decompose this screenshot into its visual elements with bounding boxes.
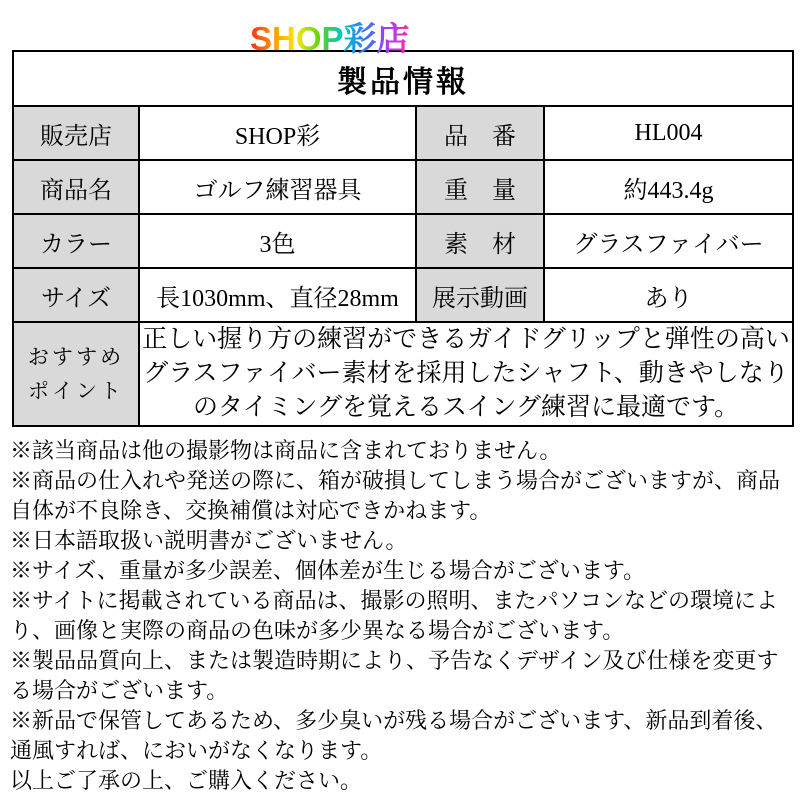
spec-label-material: 素 材 <box>416 214 544 268</box>
spec-value-size: 長1030mm、直径28mm <box>139 268 416 322</box>
shop-logo: SHOP彩店 <box>250 20 410 57</box>
spec-label-weight: 重 量 <box>416 160 544 214</box>
disclaimer-notes <box>10 436 790 796</box>
table-row <box>13 214 793 268</box>
disclaimer-note: ※新品で保管してあるため、多少臭いが残る場合がございます、新品到着後、通風すれば、においがなくなります。 <box>10 708 778 763</box>
spec-value-weight: 約443.4g <box>544 160 793 214</box>
disclaimer-note: ※商品の仕入れや発送の際に、箱が破損してしまう場合がございますが、商品自体が不良除き、交換補償は対応できかねます。 <box>10 468 781 523</box>
spec-label-product-name: 商品名 <box>13 160 139 214</box>
table-row <box>13 160 793 214</box>
disclaimer-note: ※日本語取扱い説明書がございません。 <box>10 528 408 553</box>
spec-label-item-number: 品 番 <box>416 106 544 160</box>
disclaimer-note: ※該当商品は他の撮影物は商品に含まれておりません。 <box>10 438 562 463</box>
spec-value-seller: SHOP彩 <box>139 106 416 160</box>
spec-label-demo-video: 展示動画 <box>416 268 544 322</box>
disclaimer-note: ※サイズ、重量が多少誤差、個体差が生じる場合がございます。 <box>10 558 646 583</box>
disclaimer-closing: 以上ご了承の上、ご購入ください。 <box>10 768 363 793</box>
spec-label-color: カラー <box>13 214 139 268</box>
recommended-points-label-line1: おすすめ <box>27 345 125 369</box>
spec-label-size: サイズ <box>13 268 139 322</box>
spec-value-color: 3色 <box>139 214 416 268</box>
disclaimer-note: ※サイトに掲載されている商品は、撮影の照明、またパソコンなどの環境により、画像と実際の商品の色味が多少異なる場合がございます。 <box>10 588 779 643</box>
spec-value-recommended-points: 正しい握り方の練習ができるガイドグリップと弾性の高いグラスファイバー素材を採用したシャフト、動きやしなりのタイミングを覚えるスイング練習に最適です。 <box>139 322 793 426</box>
spec-value-material: グラスファイバー <box>544 214 793 268</box>
table-highlight-row <box>13 322 793 426</box>
table-title: 製品情報 <box>13 51 793 106</box>
spec-value-demo-video: あり <box>544 268 793 322</box>
spec-label-seller: 販売店 <box>13 106 139 160</box>
table-title-row <box>13 51 793 106</box>
spec-label-recommended-points <box>13 322 139 426</box>
spec-value-product-name: ゴルフ練習器具 <box>139 160 416 214</box>
spec-value-item-number: HL004 <box>544 106 793 160</box>
product-spec-table <box>12 50 794 427</box>
table-row <box>13 268 793 322</box>
recommended-points-label-line2: ポイント <box>28 379 124 403</box>
table-row <box>13 106 793 160</box>
disclaimer-note: ※製品品質向上、または製造時期により、予告なくデザイン及び仕様を変更する場合がございます。 <box>10 648 779 703</box>
